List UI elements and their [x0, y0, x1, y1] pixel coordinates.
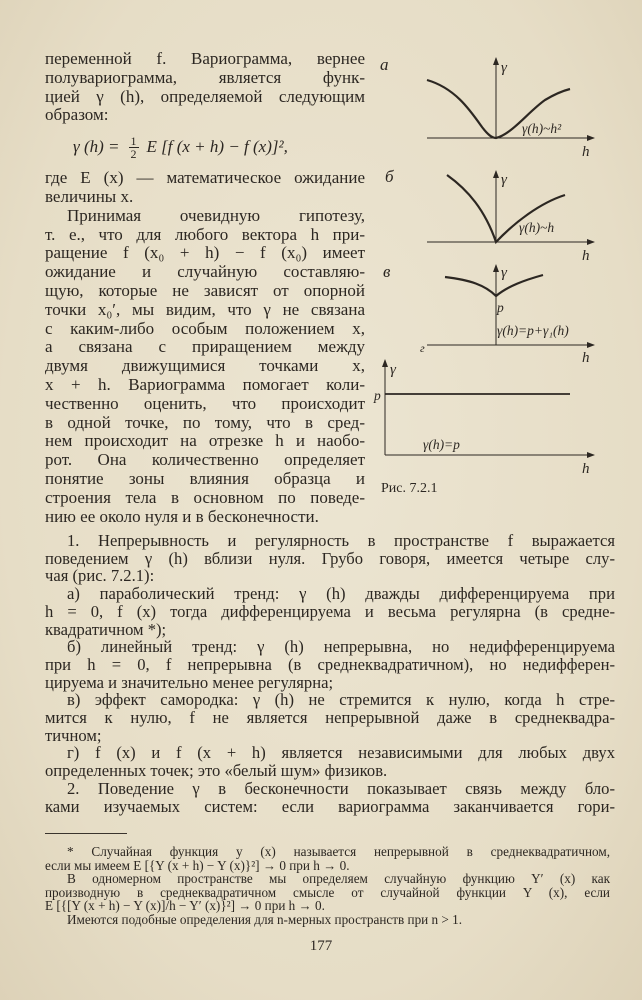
variogram-formula: [45, 125, 365, 169]
text-line: переменной f. Вариограмма, вернее: [45, 49, 365, 68]
formula-rhs: E [f (x + h) − f (x)]²,: [146, 136, 288, 156]
curve-nugget: [445, 275, 543, 296]
left-column: [45, 50, 365, 526]
text-line: рот. Она количественно определяет: [45, 450, 365, 470]
text-line: чая (рис. 7.2.1):: [45, 566, 155, 586]
text-line: понятие зоны влияния образца и: [45, 468, 365, 488]
text-line: величины x.: [45, 186, 134, 206]
y-axis-label: γ: [501, 172, 507, 188]
text-line: точки x₀′, мы видим, что γ не связана: [45, 299, 365, 319]
curve-label: γ(h)=p+γ₁(h): [497, 323, 569, 338]
text-line: поведением γ (h) вблизи нуля. Грубо говоря, имеется четыре слу-: [45, 548, 615, 568]
x-axis-label: h: [582, 461, 590, 477]
text-line: а связана с приращением между: [45, 337, 365, 357]
text-line: в одной точке, по тому, что в сред-: [45, 412, 365, 432]
footnote: [45, 845, 610, 872]
text-line: 1. Непрерывность и регулярность в пространстве f выражается: [67, 531, 615, 550]
text-line: двумя движущимися точками x,: [45, 356, 365, 376]
paragraph: [45, 207, 365, 527]
text-line: квадратичном *);: [45, 619, 167, 639]
text-line: чественно оценить, что происходит: [45, 393, 365, 413]
sill-label: p: [374, 388, 381, 403]
paragraph: [45, 169, 365, 207]
text-line: в) эффект самородка: γ (h) не стремится к нулю, когда h стре-: [67, 690, 615, 710]
text-line: т. е., что для любого вектора h при-: [45, 224, 365, 244]
footnote: [45, 913, 610, 927]
text-line: цируема и значительно менее регулярна;: [45, 672, 334, 692]
panel-letter: г: [420, 341, 425, 355]
footnote-divider: [45, 833, 127, 834]
text-line: Принимая очевидную гипотезу,: [67, 205, 365, 225]
text-line: ожидание и случайную составляю-: [45, 262, 365, 282]
text-line: а) параболический тренд: γ (h) дважды дифференцируема при: [67, 584, 615, 604]
text-line: где E (x) — математическое ожидание: [45, 168, 365, 188]
main-text: [45, 532, 615, 815]
nugget-label: p: [497, 300, 504, 315]
y-axis-label: γ: [390, 362, 396, 378]
text-line: h = 0, f (x) тогда дифференцируема и весьма регулярна (в средне-: [45, 601, 615, 621]
fraction-numerator: 1: [130, 133, 137, 148]
text-line: В одномерном пространстве мы определяем случайную функцию Y′ (x) как: [67, 871, 610, 887]
curve-linear: [447, 175, 565, 242]
text-line: мится к нулю, f не является непрерывной даже в среднеквадра-: [45, 708, 615, 728]
text-line: 2. Поведение γ в бесконечности показывает связь между бло-: [67, 778, 615, 798]
paragraph: [45, 780, 615, 815]
text-line: нию ее около нуля и в бесконечности.: [45, 506, 319, 526]
curve-label: γ(h)~h: [519, 220, 555, 235]
curve-label: γ(h)~h²: [522, 121, 562, 136]
curve-parabolic: [427, 80, 570, 138]
y-axis-label: γ: [501, 265, 507, 281]
formula-fraction: [129, 135, 143, 160]
text-line: если мы имеем E [{Y (x + h) − Y (x)}²] → 0 при h → 0.: [45, 857, 350, 873]
list-item-v: [45, 691, 615, 744]
figure-caption: Рис. 7.2.1: [381, 481, 438, 496]
text-line: с каким-либо особым положением x,: [45, 318, 365, 338]
x-axis-label: h: [582, 144, 590, 160]
text-line: * Случайная функция y (x) называется непрерывной в среднеквадратичном,: [67, 844, 610, 859]
y-axis-label: γ: [501, 60, 507, 76]
x-axis-label: h: [582, 350, 590, 366]
footnotes: [45, 845, 610, 927]
text-line: определенных точек; это «белый шум» физиков.: [45, 761, 388, 781]
curve-label: γ(h)=p: [423, 437, 460, 452]
panel-letter: в: [383, 262, 391, 281]
text-line: Имеются подобные определения для n-мерных пространств при n > 1.: [67, 911, 463, 927]
panel-letter: б: [385, 167, 394, 186]
text-line: ками изучаемых систем: если вариограмма заканчивается гори-: [45, 796, 615, 816]
text-line: x + h. Вариограмма помогает коли-: [45, 374, 365, 394]
text-line: при h = 0, f непрерывна (в среднеквадратичном), но недифферен-: [45, 654, 615, 674]
text-line: полувариограмма, является функ-: [45, 67, 365, 87]
fraction-denominator: 2: [130, 146, 137, 161]
text-line: г) f (x) и f (x + h) является независимыми для любых двух: [67, 743, 615, 763]
panel-letter: а: [380, 55, 389, 74]
list-item-g: [45, 744, 615, 779]
formula-lhs: γ (h) =: [73, 136, 120, 156]
footnote: [45, 872, 610, 913]
paragraph: [45, 50, 365, 125]
paragraph: [45, 532, 615, 585]
text-line: строения тела в основном по поведе-: [45, 487, 365, 507]
list-item-b: [45, 638, 615, 691]
text-line: щую, которые не зависят от опорной: [45, 280, 365, 300]
text-line: ращение f (x₀ + h) − f (x₀) имеет: [45, 243, 365, 263]
text-line: цией γ (h), определяемой следующим: [45, 86, 365, 106]
page-number: 177: [309, 938, 333, 954]
text-line: производную в среднеквадратичном смысле от случайной функции Y (x), если: [45, 884, 610, 900]
text-line: E [{[Y (x + h) − Y (x)]/h − Y′ (x)}²] → 0 при h → 0.: [45, 898, 325, 914]
x-axis-label: h: [582, 248, 590, 264]
text-line: тичном;: [45, 725, 102, 745]
list-item-a: [45, 585, 615, 638]
text-line: образом:: [45, 105, 109, 125]
text-line: б) линейный тренд: γ (h) непрерывна, но недифференцируема: [67, 637, 615, 657]
text-line: нем происходит на отрезке h и наобо-: [45, 431, 365, 451]
